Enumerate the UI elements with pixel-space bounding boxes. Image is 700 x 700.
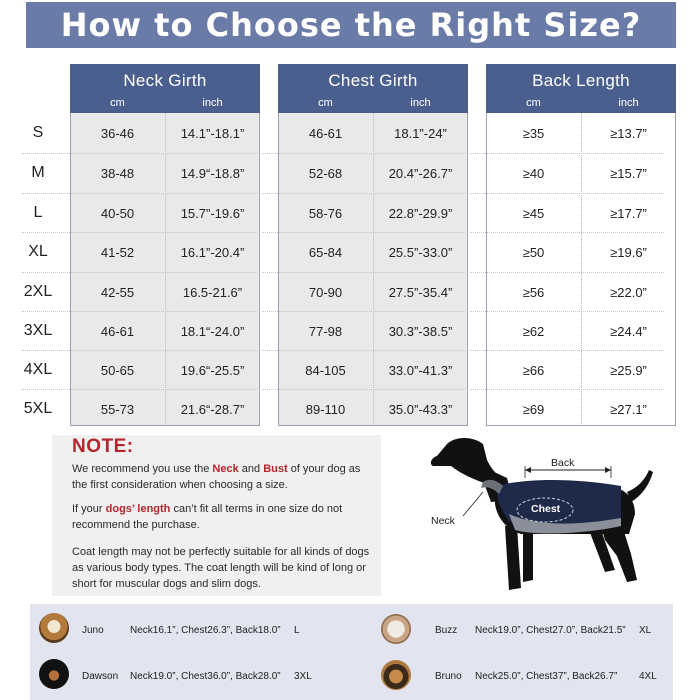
chest-inch-cell: 27.5”-35.4”: [388, 285, 453, 300]
neck-girth-table: [70, 64, 260, 426]
example-dogs-panel: [30, 604, 673, 700]
diagram-neck-label: Neck: [431, 515, 455, 527]
back-length-table: [486, 64, 676, 426]
shepherd-icon: [381, 660, 411, 690]
size-label: 3XL: [23, 322, 53, 339]
neck-cm-cell: 50-65: [100, 363, 135, 378]
chest-inch-cell: 30.3”-38.5”: [388, 324, 453, 339]
chest-inch-cell: 35.0”-43.3”: [388, 402, 453, 417]
note-paragraph-2: If your dogs’ length can’t fit all terms in one size do not recommend the purchase.: [72, 503, 343, 531]
bulldog-icon: [381, 614, 411, 644]
neck-unit-cm: cm: [110, 97, 125, 109]
example-measurements: Neck19.0”, Chest36.0”, Back28.0”: [130, 671, 281, 682]
chest-girth-title: Chest Girth: [328, 71, 418, 90]
row-divider: [22, 389, 664, 390]
back-length-title: Back Length: [532, 71, 630, 90]
neck-inch-cell: 21.6“-28.7”: [180, 402, 245, 417]
row-divider: [22, 232, 664, 233]
back-unit-cm: cm: [526, 97, 541, 109]
back-inch-cell: ≥17.7”: [610, 206, 647, 221]
back-cm-cell: ≥50: [522, 245, 545, 260]
back-unit-inch: inch: [618, 97, 639, 109]
back-inch-cell: ≥19.6”: [610, 245, 647, 260]
neck-cm-cell: 55-73: [100, 402, 135, 417]
neck-unit-inch: inch: [202, 97, 223, 109]
neck-cm-cell: 38-48: [100, 166, 135, 181]
chest-girth-table: [278, 64, 468, 426]
neck-cm-cell: 46-61: [100, 324, 135, 339]
neck-girth-header: [70, 64, 260, 113]
size-label: S: [32, 124, 44, 141]
example-size: L: [294, 625, 300, 636]
neck-inch-cell: 15.7”-19.6”: [180, 206, 245, 221]
neck-inch-cell: 19.6“-25.5”: [180, 363, 245, 378]
chest-cm-cell: 84-105: [305, 363, 346, 378]
diagram-back-label: Back: [551, 457, 575, 469]
size-label: 2XL: [23, 283, 53, 300]
doberman-icon: [39, 659, 69, 689]
chest-cm-cell: 65-84: [308, 245, 343, 260]
back-length-header: [486, 64, 676, 113]
chest-cm-cell: 89-110: [305, 402, 346, 417]
chest-cm-cell: 52-68: [308, 166, 343, 181]
chest-inch-cell: 25.5”-33.0”: [388, 245, 453, 260]
dog-measure-diagram: [425, 430, 655, 602]
neck-inch-cell: 18.1“-24.0”: [180, 324, 245, 339]
back-inch-cell: ≥15.7”: [610, 166, 647, 181]
row-divider: [22, 153, 664, 154]
neck-inch-cell: 16.5-21.6”: [182, 285, 243, 300]
row-divider: [22, 350, 664, 351]
back-inch-cell: ≥24.4”: [610, 324, 647, 339]
back-cm-cell: ≥45: [522, 206, 545, 221]
note-title: NOTE:: [72, 436, 134, 457]
neck-cm-cell: 40-50: [100, 206, 135, 221]
row-divider: [22, 311, 664, 312]
back-cm-cell: ≥69: [522, 402, 545, 417]
chest-inch-cell: 22.8”-29.9”: [388, 206, 453, 221]
example-measurements: Neck16.1”, Chest26.3”, Back18.0”: [130, 625, 281, 636]
neck-girth-title: Neck Girth: [123, 71, 207, 90]
chest-girth-header: [278, 64, 468, 113]
note-paragraph-1: We recommend you use the Neck and Bust of your dog as the first consideration when choosing a size.: [72, 463, 361, 491]
chest-unit-cm: cm: [318, 97, 333, 109]
back-cm-cell: ≥56: [522, 285, 545, 300]
size-label: L: [33, 204, 43, 221]
example-measurements: Neck19.0”, Chest27.0”, Back21.5”: [475, 625, 626, 636]
back-inch-cell: ≥22.0”: [610, 285, 647, 300]
page-title: How to Choose the Right Size?: [26, 2, 676, 48]
beagle-icon: [39, 613, 69, 643]
back-inch-cell: ≥27.1”: [610, 402, 647, 417]
example-name: Juno: [82, 625, 104, 636]
back-inch-cell: ≥25.9”: [610, 363, 647, 378]
diagram-chest-label: Chest: [531, 503, 561, 515]
row-divider: [22, 193, 664, 194]
neck-cm-cell: 42-55: [100, 285, 135, 300]
back-cm-cell: ≥62: [522, 324, 545, 339]
example-name: Dawson: [82, 671, 119, 682]
size-label: 4XL: [23, 361, 53, 378]
neck-cm-cell: 41-52: [100, 245, 135, 260]
back-cm-cell: ≥40: [522, 166, 545, 181]
neck-inch-cell: 14.9“-18.8”: [180, 166, 245, 181]
back-cm-cell: ≥35: [522, 126, 545, 141]
chest-unit-inch: inch: [410, 97, 431, 109]
neck-inch-cell: 16.1”-20.4”: [180, 245, 245, 260]
example-size: 3XL: [294, 671, 312, 682]
chest-cm-cell: 70-90: [308, 285, 343, 300]
size-label: 5XL: [23, 400, 53, 417]
back-inch-cell: ≥13.7”: [610, 126, 647, 141]
chest-inch-cell: 18.1”-24”: [394, 126, 447, 141]
back-cm-cell: ≥66: [522, 363, 545, 378]
chest-cm-cell: 46-61: [308, 126, 343, 141]
chest-cm-cell: 77-98: [308, 324, 343, 339]
neck-inch-cell: 14.1”-18.1”: [180, 126, 245, 141]
example-size: 4XL: [639, 671, 657, 682]
example-size: XL: [639, 625, 652, 636]
chest-inch-cell: 20.4”-26.7”: [388, 166, 453, 181]
size-label: M: [31, 164, 45, 181]
chest-inch-cell: 33.0”-41.3”: [388, 363, 453, 378]
row-divider: [22, 272, 664, 273]
neck-cm-cell: 36-46: [100, 126, 135, 141]
example-name: Buzz: [435, 625, 458, 636]
size-label: XL: [28, 243, 48, 260]
note-paragraph-3: Coat length may not be perfectly suitable for all kinds of dogs as various body types. The coat length will be kind of long or short for muscular dogs and slim dogs.: [72, 546, 370, 590]
example-measurements: Neck25.0”, Chest37”, Back26.7”: [475, 671, 618, 682]
example-name: Bruno: [435, 671, 462, 682]
chest-cm-cell: 58-76: [308, 206, 343, 221]
